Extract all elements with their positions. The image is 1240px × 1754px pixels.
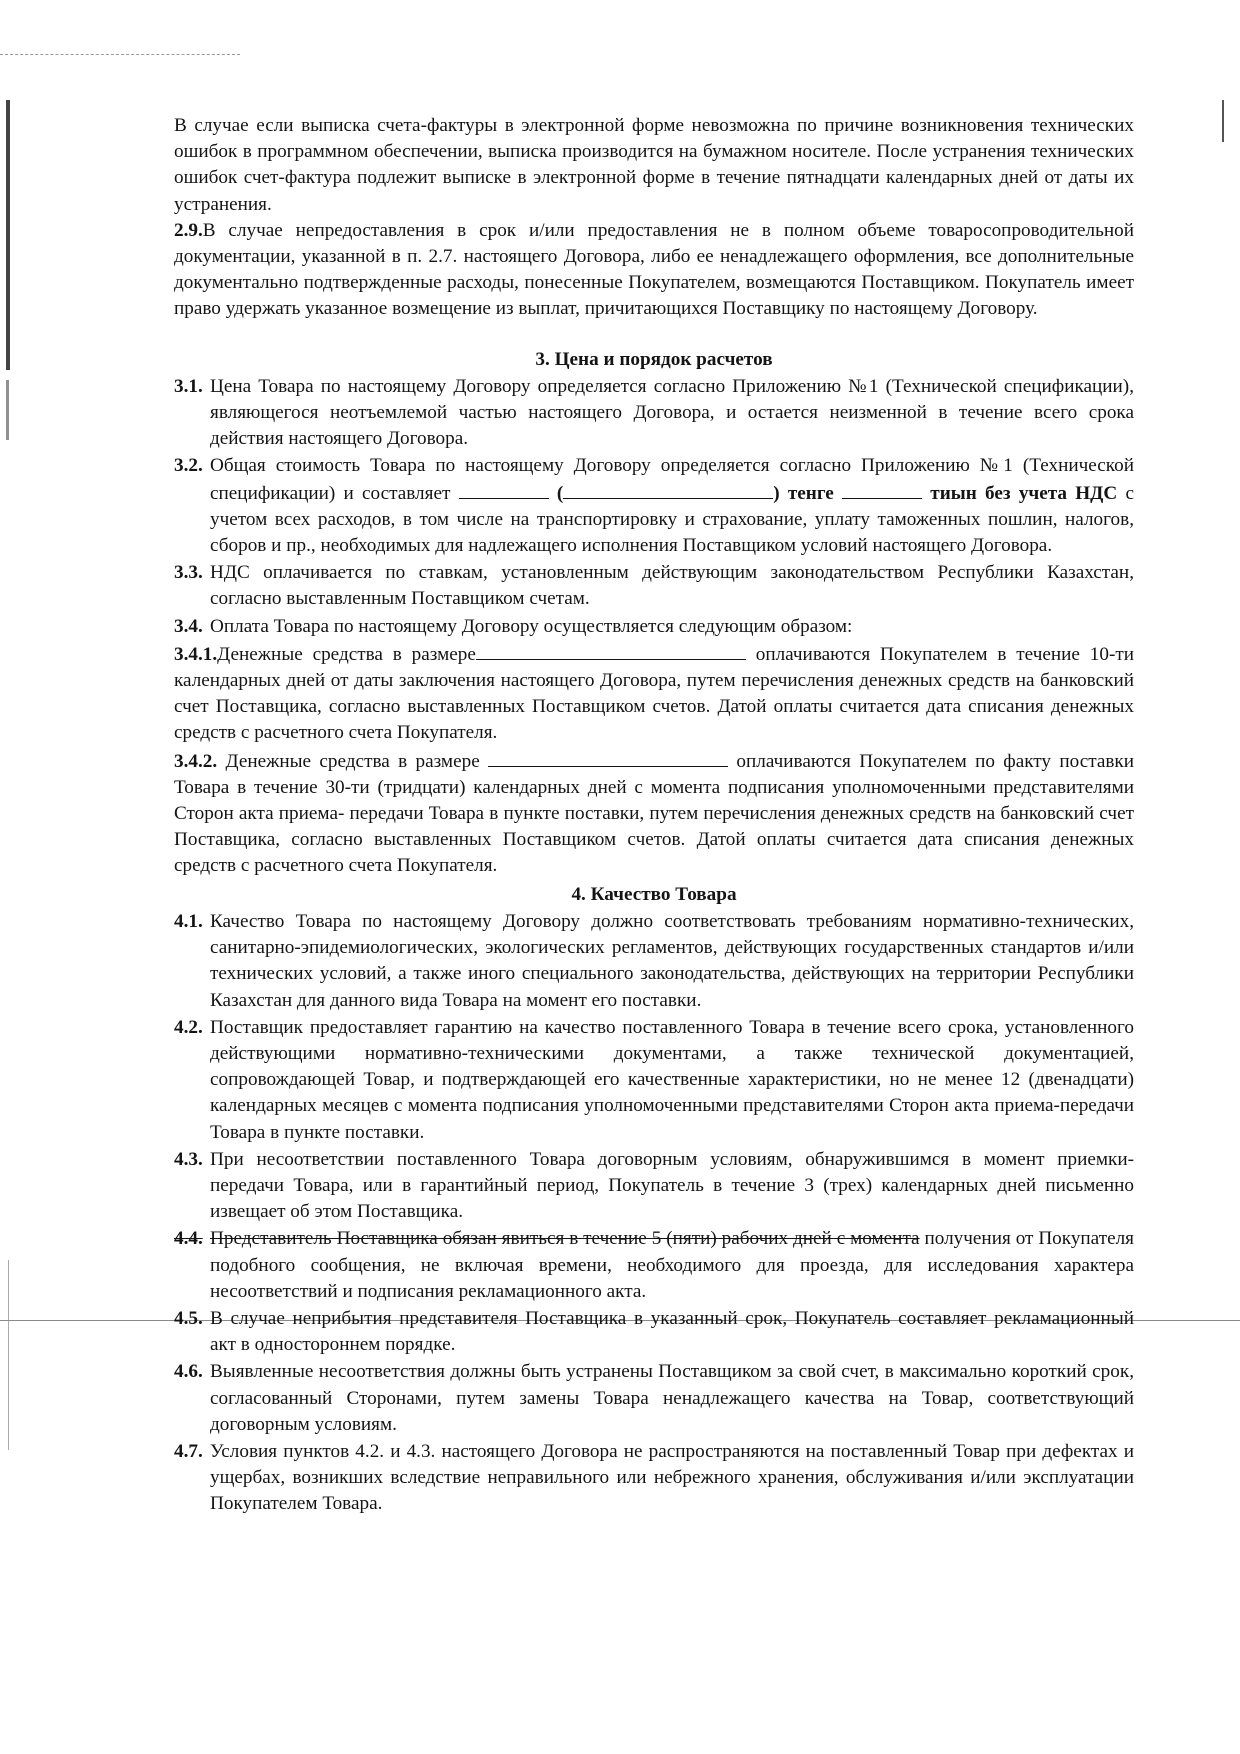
scan-binding-mark-lower xyxy=(6,380,9,440)
clause-text: Условия пунктов 4.2. и 4.3. настоящего Договора не распространяются на поставленный Товар при дефектах и ущербах, возникших вследствие неправильного или небрежного хранения, обслуживания и/или эксплуатации Покупателем Товара. xyxy=(210,1440,1134,1515)
scan-binding-mark xyxy=(6,100,10,370)
clause-text: В случае неприбытия представителя Поставщика в указанный срок, Покупатель составляет рекламационный акт в одностороннем порядке. xyxy=(210,1307,1134,1356)
section-4-heading: 4. Качество Товара xyxy=(571,883,737,905)
document-page xyxy=(174,113,1134,1518)
clause-3-4-1 xyxy=(174,641,1134,747)
clause-text: Поставщик предоставляет гарантию на качество поставленного Товара в течение всего срока, установленного действующими нормативно-техническими документами, а также технической документацией, сопровождающей Товар, и подтверждающей его качественные характеристики, но не менее 12 (двенадцати) календарных месяцев с момента подписания уполномоченными представителями Сторон акта приема-передачи Товара в пункте поставки. xyxy=(210,1016,1134,1143)
section-3-heading: 3. Цена и порядок расчетов xyxy=(535,348,773,370)
clause-3-2 xyxy=(174,453,1134,559)
clause-number: 4.4. xyxy=(174,1228,203,1250)
clause-text: Качество Товара по настоящему Договору должно соответствовать требованиям нормативно-технических, санитарно-эпидемиологических, экологических регламентов, действующих государственных стандартов и/или технических условий, а также иного специального законодательства, действующих на территории Республики Казахстан для данного вида Товара на момент его поставки. xyxy=(210,910,1134,1011)
clause-3-4-2 xyxy=(174,748,1134,880)
clause-text: Цена Товара по настоящему Договору определяется согласно Приложению №1 (Технической спецификации), являющегося неотъемлемой частью настоящего Договора, и остается неизменной в течение всего срока действия настоящего Договора. xyxy=(210,375,1134,450)
clause-text-continued: оплачиваются Покупателем по факту поставки Товара в течение 30-ти (тридцати) календарных дней с момента подписания уполномоченными представителями Сторон акта приема- передачи Товара в пункте поставки, путем перечисления денежных средств на банковский счет Поставщика, согласно выставленных Поставщиком счетов. Датой оплаты считается дата списания денежных средств с расчетного счета Покупателя. xyxy=(174,750,1135,877)
clause-text-continued: оплачиваются Покупателем в течение 10-ти календарных дней от даты заключения настоящего Договора, путем перечисления денежных средств на банковский счет Поставщика, согласно выставленных Поставщиком счетов. Датой оплаты считается дата списания денежных средств с расчетного счета Покупателя. xyxy=(174,643,1135,744)
blank-field xyxy=(459,480,549,499)
clause-number: 4.6. xyxy=(174,1361,203,1383)
clause-3-3 xyxy=(174,560,1134,612)
clause-number: 3.4. xyxy=(174,615,203,637)
clause-4-4 xyxy=(174,1226,1134,1305)
clause-number: 3.4.1. xyxy=(174,643,218,665)
clause-number: 3.3. xyxy=(174,562,203,584)
clause-4-5 xyxy=(174,1306,1134,1358)
clause-3-1 xyxy=(174,374,1134,453)
clause-text: При несоответствии поставленного Товара договорным условиям, обнаружившимся в момент приемки-передачи Товара, или в гарантийный период, Покупатель в течение 3 (трех) календарных дней письменно извещает об этом Поставщика. xyxy=(210,1148,1134,1223)
clause-3-4 xyxy=(174,614,1134,640)
clause-text: НДС оплачивается по ставкам, установленным действующим законодательством Республики Казахстан, согласно выставленным Поставщиком счетам. xyxy=(210,562,1134,610)
clause-text: Выявленные несоответствия должны быть устранены Поставщиком за свой счет, в максимально короткий срок, согласованный Сторонами, путем замены Товара ненадлежащего качества на Товар, соответствующий договорным условиям. xyxy=(210,1361,1134,1435)
clause-number: 3.1. xyxy=(174,375,203,397)
clause-text: Общая стоимость Товара по настоящему Договору определяется согласно Приложению №1 (Технической спецификации) и составляет xyxy=(210,455,1134,504)
paren-open: ( xyxy=(556,482,564,504)
clause-4-6 xyxy=(174,1359,1134,1438)
clause-text: Денежные средства в размере xyxy=(217,643,476,665)
vat-note: тиын без учета НДС xyxy=(930,482,1118,504)
clause-4-7 xyxy=(174,1439,1134,1518)
intro-paragraph-2 xyxy=(174,218,1134,323)
blank-field xyxy=(563,480,773,499)
scan-edge-line-top xyxy=(0,54,240,55)
currency-label: ) тенге xyxy=(773,482,834,504)
clause-number: 4.7. xyxy=(174,1440,203,1462)
blank-field xyxy=(476,641,746,660)
clause-text: Оплата Товара по настоящему Договору осуществляется следующим образом: xyxy=(210,615,853,637)
blank-field xyxy=(842,480,922,499)
struck-text: Представитель Поставщика обязан явиться в течение 5 (пяти) рабочих дней с момента xyxy=(210,1228,920,1250)
clause-text: В случае непредоставления в срок и/или предоставления не в полном объеме товаросопроводительной документации, указанной в п. 2.7. настоящего Договора, либо ее ненадлежащего оформления, все дополнительные документально подтвержденные расходы, понесенные Покупателем, возмещаются Поставщиком. Покупатель имеет право удержать указанное возмещение из выплат, причитающихся Поставщику по настоящему Договору. xyxy=(174,219,1134,320)
clause-number: 3.4.2. xyxy=(174,750,218,772)
clause-number: 4.5. xyxy=(174,1307,203,1329)
scan-margin-tick-right xyxy=(1222,100,1224,142)
clause-text: получения от Покупателя подобного сообщения, не включая времени, необходимого для проезда, для исследования характера несоответствий и подписания рекламационного акта. xyxy=(210,1228,1134,1302)
clause-4-1 xyxy=(174,909,1134,1014)
clause-text-continued: с учетом всех расходов, в том числе на транспортировку и страхование, уплату таможенных пошлин, налогов, сборов и пр., необходимых для надлежащего исполнения Поставщиком условий настоящего Договора. xyxy=(210,482,1134,557)
clause-number: 4.2. xyxy=(174,1016,203,1038)
clause-4-2 xyxy=(174,1015,1134,1146)
scan-margin-tick-left xyxy=(8,1260,9,1450)
clause-number: 2.9. xyxy=(174,219,203,241)
clause-number: 3.2. xyxy=(174,455,203,477)
blank-field xyxy=(488,748,728,767)
clause-number: 4.1. xyxy=(174,910,203,932)
clause-4-3 xyxy=(174,1147,1134,1226)
clause-text: Денежные средства в размере xyxy=(225,750,480,772)
clause-number: 4.3. xyxy=(174,1148,203,1170)
intro-paragraph-1: В случае если выписка счета-фактуры в электронной форме невозможна по причине возникновения технических ошибок в программном обеспечении, выписка производится на бумажном носителе. После устранения технических ошибок счет-фактура подлежит выписке в электронной форме в течение пятнадцати календарных дней от даты их устранения. xyxy=(174,115,1134,215)
